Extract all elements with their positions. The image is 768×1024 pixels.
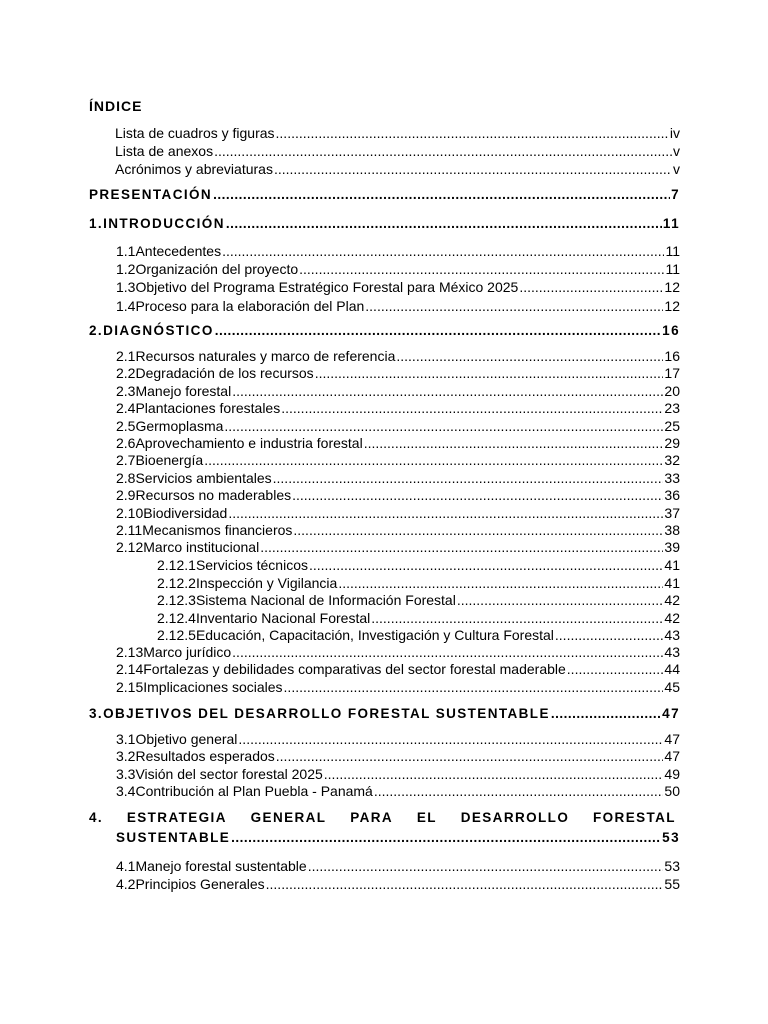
entry-label: Lista de anexos xyxy=(115,143,214,159)
dot-leader xyxy=(232,643,663,661)
entry-label: Antecedentes xyxy=(135,243,222,259)
section-word: DESARROLLO xyxy=(460,810,570,825)
entry-label: Contribución al Plan Puebla - Panamá xyxy=(135,783,373,800)
entry-label: Lista de cuadros y figuras xyxy=(115,125,275,141)
entry-page: 33 xyxy=(664,469,680,486)
entry-page: 39 xyxy=(664,539,680,556)
dot-leader xyxy=(365,297,663,315)
dot-leader xyxy=(204,451,663,469)
entry-page: 50 xyxy=(664,783,680,800)
entry-page: 45 xyxy=(664,678,680,695)
entry-label: Objetivo del Programa Estratégico Forestal para México 2025 xyxy=(135,279,519,296)
entry-page: 38 xyxy=(664,522,680,538)
entry-number: 2.8 xyxy=(116,469,136,486)
toc-entry[interactable] xyxy=(116,347,680,365)
entry-label: Manejo forestal xyxy=(135,382,232,399)
toc-entry[interactable] xyxy=(116,765,680,783)
entry-page: 32 xyxy=(664,452,680,469)
toc-entry[interactable] xyxy=(116,434,680,452)
entry-number: 2.12.2 xyxy=(157,574,196,591)
dot-leader xyxy=(555,626,664,644)
section-word: PARA xyxy=(350,810,394,825)
toc-entry[interactable] xyxy=(116,538,680,556)
dot-leader xyxy=(284,678,664,696)
entry-page: 43 xyxy=(664,627,680,644)
entry-number: 4.1 xyxy=(116,858,136,874)
entry-page: 11 xyxy=(665,261,680,278)
entry-page: 41 xyxy=(664,574,680,591)
entry-number: 1.3 xyxy=(116,279,136,296)
entry-number: 2.11 xyxy=(116,522,143,538)
toc-entry[interactable] xyxy=(157,591,680,609)
index-title: ÍNDICE xyxy=(89,98,143,114)
toc-entry[interactable] xyxy=(116,678,680,696)
dot-leader xyxy=(276,124,669,142)
section-word: ESTRATEGIA xyxy=(126,810,227,825)
toc-entry[interactable] xyxy=(116,660,680,678)
section-number: 1. xyxy=(89,216,104,231)
entry-page: 41 xyxy=(664,557,680,573)
toc-entry[interactable] xyxy=(116,782,680,800)
toc-entry[interactable] xyxy=(116,364,680,382)
toc-entry-acronimos[interactable] xyxy=(115,160,680,178)
entry-number: 4.2 xyxy=(116,876,136,892)
entry-label: Implicaciones sociales xyxy=(143,678,283,695)
entry-page: 29 xyxy=(664,435,680,451)
dot-leader xyxy=(338,574,663,592)
toc-entry[interactable] xyxy=(116,260,680,278)
entry-page: 37 xyxy=(664,504,680,521)
entry-label: Acrónimos y abreviaturas xyxy=(115,161,273,177)
entry-label: Sistema Nacional de Información Forestal xyxy=(195,592,456,609)
entry-label: Biodiversidad xyxy=(143,504,228,521)
entry-page: 42 xyxy=(664,609,680,626)
toc-section-4[interactable] xyxy=(89,808,680,848)
dot-leader xyxy=(232,382,663,400)
toc-entry[interactable] xyxy=(116,242,680,260)
dot-leader xyxy=(551,704,661,724)
toc-entry[interactable] xyxy=(116,417,680,435)
toc-section-presentacion[interactable] xyxy=(89,185,680,205)
dot-leader xyxy=(281,399,663,417)
entry-number: 2.6 xyxy=(116,435,136,451)
entry-page: 47 xyxy=(664,731,680,747)
entry-label: Mecanismos financieros xyxy=(142,522,293,538)
dot-leader xyxy=(308,857,664,875)
entry-label: Recursos no maderables xyxy=(135,487,292,504)
entry-page: 20 xyxy=(664,382,680,399)
dot-leader xyxy=(324,765,664,783)
section-page: 47 xyxy=(662,706,680,721)
toc-entry[interactable] xyxy=(116,278,680,296)
toc-section-2[interactable] xyxy=(89,321,680,341)
dot-leader xyxy=(371,609,663,627)
section-word: EL xyxy=(416,810,437,825)
entry-label: Servicios ambientales xyxy=(135,469,272,486)
entry-number: 1.4 xyxy=(116,297,136,314)
entry-page: 55 xyxy=(664,876,680,892)
entry-label: Aprovechamiento e industria forestal xyxy=(135,435,363,451)
dot-leader xyxy=(309,556,663,574)
entry-label: Fortalezas y debilidades comparativas del sector forestal maderable xyxy=(143,661,566,678)
entry-label: Manejo forestal sustentable xyxy=(135,858,307,874)
section-label: PRESENTACIÓN xyxy=(89,187,213,202)
section-label: SUSTENTABLE xyxy=(116,830,231,845)
dot-leader xyxy=(260,538,663,556)
toc-entry[interactable] xyxy=(116,486,680,504)
entry-label: Visión del sector forestal 2025 xyxy=(135,765,323,782)
entry-label: Educación, Capacitación, Investigación y Cultura Forestal xyxy=(195,627,554,644)
entry-page: 17 xyxy=(664,365,680,382)
entry-page: 53 xyxy=(664,858,680,874)
entry-page: 23 xyxy=(664,400,680,417)
entry-label: Degradación de los recursos xyxy=(135,365,314,382)
toc-entry[interactable] xyxy=(116,730,680,748)
entry-page: 42 xyxy=(664,592,680,609)
dot-leader xyxy=(364,434,664,452)
toc-entry[interactable] xyxy=(116,469,680,487)
entry-page: v xyxy=(673,143,680,159)
entry-number: 1.1 xyxy=(116,243,136,259)
entry-number: 2.2 xyxy=(116,365,136,382)
dot-leader xyxy=(299,260,664,278)
entry-label: Germoplasma xyxy=(135,417,224,434)
dot-leader xyxy=(228,504,663,522)
dot-leader xyxy=(214,142,672,160)
dot-leader xyxy=(231,828,661,848)
entry-page: 43 xyxy=(664,644,680,660)
section-number: 4. xyxy=(89,810,104,825)
entry-label: Objetivo general xyxy=(135,731,238,747)
entry-number: 2.10 xyxy=(116,504,144,521)
dot-leader xyxy=(276,747,664,765)
toc-entry[interactable] xyxy=(157,626,680,644)
dot-leader xyxy=(238,730,663,748)
entry-page: 16 xyxy=(664,348,680,364)
entry-number: 3.1 xyxy=(116,731,136,747)
entry-number: 2.7 xyxy=(116,452,136,469)
entry-label: Marco jurídico xyxy=(143,644,232,660)
dot-leader xyxy=(274,160,672,178)
entry-label: Proceso para la elaboración del Plan xyxy=(135,297,365,314)
entry-number: 2.14 xyxy=(116,661,144,678)
section-4-line-2 xyxy=(116,828,680,848)
entry-number: 2.12.3 xyxy=(157,592,196,609)
dot-leader xyxy=(266,875,664,893)
dot-leader xyxy=(457,591,664,609)
entry-number: 2.3 xyxy=(116,382,136,399)
entry-page: 25 xyxy=(664,417,680,434)
entry-page: 12 xyxy=(664,279,680,296)
toc-entry[interactable] xyxy=(116,297,680,315)
entry-label: Bioenergía xyxy=(135,452,204,469)
dot-leader xyxy=(215,321,661,341)
section-page: 11 xyxy=(662,216,680,231)
entry-page: 44 xyxy=(664,661,680,678)
dot-leader xyxy=(374,782,664,800)
entry-page: v xyxy=(673,161,680,177)
entry-number: 2.5 xyxy=(116,417,136,434)
section-word: FORESTAL xyxy=(593,810,676,825)
section-label: INTRODUCCIÓN xyxy=(103,216,225,231)
entry-label: Organización del proyecto xyxy=(135,261,299,278)
section-page: 7 xyxy=(671,187,680,202)
toc-entry[interactable] xyxy=(116,382,680,400)
dot-leader xyxy=(315,364,664,382)
entry-label: Recursos naturales y marco de referencia xyxy=(135,348,396,364)
dot-leader xyxy=(293,521,663,539)
dot-leader xyxy=(224,417,663,435)
dot-leader xyxy=(273,469,664,487)
dot-leader xyxy=(213,185,670,205)
entry-number: 2.12.1 xyxy=(157,557,196,573)
entry-number: 2.9 xyxy=(116,487,136,504)
section-page: 53 xyxy=(662,830,680,845)
toc-entry[interactable] xyxy=(116,857,680,875)
entry-page: 11 xyxy=(665,243,680,259)
section-number: 3. xyxy=(89,706,104,721)
toc-entry[interactable] xyxy=(116,643,680,661)
toc-section-1[interactable] xyxy=(89,214,680,234)
toc-entry[interactable] xyxy=(116,399,680,417)
entry-page: 36 xyxy=(664,487,680,504)
toc-entry-cuadros[interactable] xyxy=(115,124,680,142)
toc-entry[interactable] xyxy=(116,521,680,539)
toc-entry[interactable] xyxy=(116,504,680,522)
entry-label: Inspección y Vigilancia xyxy=(195,574,338,591)
section-4-line-1 xyxy=(89,808,676,828)
entry-page: 12 xyxy=(664,297,680,314)
entry-page: 47 xyxy=(664,748,680,765)
toc-entry-anexos[interactable] xyxy=(115,142,680,160)
entry-number: 3.3 xyxy=(116,765,136,782)
entry-number: 2.12.4 xyxy=(157,609,196,626)
entry-number: 2.13 xyxy=(116,644,144,660)
entry-number: 1.2 xyxy=(116,261,136,278)
entry-label: Servicios técnicos xyxy=(195,557,308,573)
section-page: 16 xyxy=(662,323,680,338)
toc-entry[interactable] xyxy=(157,574,680,592)
section-number: 2. xyxy=(89,323,104,338)
toc-entry[interactable] xyxy=(157,609,680,627)
dot-leader xyxy=(396,347,663,365)
dot-leader xyxy=(222,242,664,260)
entry-number: 2.12 xyxy=(116,539,144,556)
toc-entry[interactable] xyxy=(116,451,680,469)
entry-number: 3.4 xyxy=(116,783,136,800)
entry-number: 3.2 xyxy=(116,748,136,765)
dot-leader xyxy=(519,278,663,296)
toc-section-3[interactable] xyxy=(89,704,680,724)
section-label: DIAGNÓSTICO xyxy=(103,323,214,338)
entry-label: Marco institucional xyxy=(143,539,260,556)
section-word: GENERAL xyxy=(250,810,327,825)
entry-number: 2.4 xyxy=(116,400,136,417)
dot-leader xyxy=(226,214,662,234)
toc-entry[interactable] xyxy=(116,875,680,893)
section-label: OBJETIVOS DEL DESARROLLO FORESTAL SUSTENTABLE xyxy=(103,706,550,721)
toc-entry[interactable] xyxy=(116,747,680,765)
entry-page: 49 xyxy=(664,765,680,782)
entry-label: Inventario Nacional Forestal xyxy=(195,609,371,626)
toc-entry[interactable] xyxy=(157,556,680,574)
entry-page: iv xyxy=(669,125,680,141)
dot-leader xyxy=(567,660,664,678)
entry-number: 2.1 xyxy=(116,348,136,364)
entry-number: 2.12.5 xyxy=(157,627,196,644)
entry-label: Plantaciones forestales xyxy=(135,400,281,417)
entry-label: Principios Generales xyxy=(135,876,265,892)
entry-number: 2.15 xyxy=(116,678,144,695)
dot-leader xyxy=(292,486,663,504)
entry-label: Resultados esperados xyxy=(135,748,275,765)
